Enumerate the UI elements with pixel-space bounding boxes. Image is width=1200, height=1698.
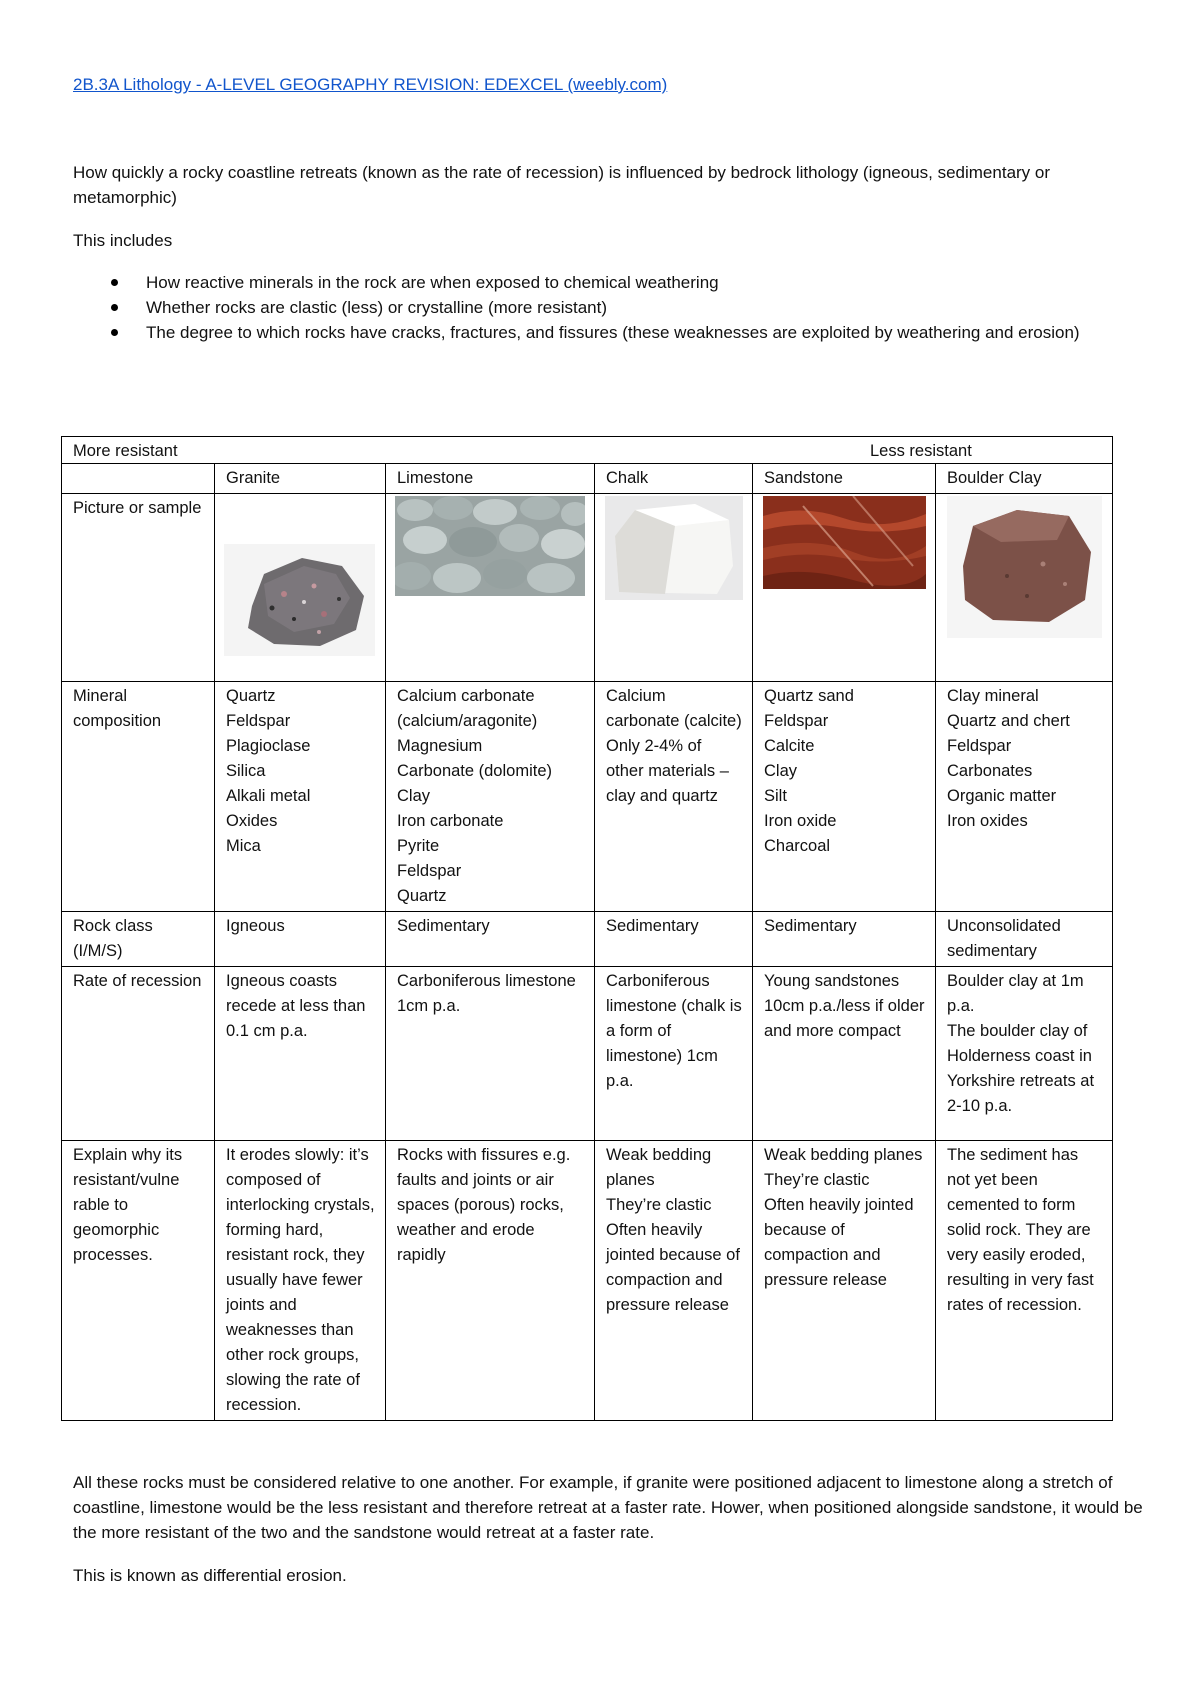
column-header-granite: Granite [215, 464, 386, 494]
bullet-icon [111, 329, 118, 336]
picture-row [62, 494, 1113, 682]
column-header-sandstone: Sandstone [753, 464, 936, 494]
factors-list [73, 270, 1093, 345]
lithology-table [61, 436, 1113, 1421]
granite-image [224, 544, 375, 656]
table-cell: Weak bedding planes They’re clastic Often heavily jointed because of compaction and pressure release [595, 1141, 753, 1421]
column-header-chalk: Chalk [595, 464, 753, 494]
table-cell: Carboniferous limestone (chalk is a form of limestone) 1cm p.a. [595, 967, 753, 1141]
chalk-image [605, 496, 743, 600]
limestone-image [395, 496, 585, 596]
sandstone-image [763, 496, 926, 589]
includes-label: This includes [73, 231, 173, 250]
row-label-picture: Picture or sample [62, 494, 215, 682]
table-cell: Calcium carbonate (calcium/aragonite) Magnesium Carbonate (dolomite) Clay Iron carbonate Pyrite Feldspar Quartz [386, 682, 595, 912]
table-cell: Calcium carbonate (calcite) Only 2-4% of other materials – clay and quartz [595, 682, 753, 912]
list-item: Whether rocks are clastic (less) or crystalline (more resistant) [73, 295, 1093, 320]
bullet-icon [111, 279, 118, 286]
rate-of-recession-row [62, 967, 1113, 1141]
table-cell: Boulder clay at 1m p.a. The boulder clay of Holderness coast in Yorkshire retreats at 2-10 p.a. [936, 967, 1113, 1141]
table-cell: The sediment has not yet been cemented to form solid rock. They are very easily eroded, resulting in very fast rates of recession. [936, 1141, 1113, 1421]
table-cell: Young sandstones 10cm p.a./less if older and more compact [753, 967, 936, 1141]
more-resistant-label: More resistant [73, 442, 178, 460]
table-cell: Quartz sand Feldspar Calcite Clay Silt Iron oxide Charcoal [753, 682, 936, 912]
row-label-rock-class: Rock class (I/M/S) [62, 912, 215, 967]
source-link[interactable]: 2B.3A Lithology - A-LEVEL GEOGRAPHY REVISION: EDEXCEL (weebly.com) [73, 75, 668, 94]
resistance-scale-row [62, 437, 1113, 464]
explanation-row [62, 1141, 1113, 1421]
list-item: How reactive minerals in the rock are when exposed to chemical weathering [73, 270, 1093, 295]
column-header-limestone: Limestone [386, 464, 595, 494]
table-cell: Igneous [215, 912, 386, 967]
intro-paragraph: How quickly a rocky coastline retreats (known as the rate of recession) is influenced by bedrock lithology (igneous, sedimentary or metamorphic) [73, 163, 1051, 207]
column-header-boulder-clay: Boulder Clay [936, 464, 1113, 494]
table-header-row [62, 464, 1113, 494]
row-label-mineral: Mineral composition [62, 682, 215, 912]
table-cell: It erodes slowly: it’s composed of interlocking crystals, forming hard, resistant rock, they usually have fewer joints and weaknesses than other rock groups, slowing the rate of recession. [215, 1141, 386, 1421]
conclusion-line: This is known as differential erosion. [73, 1566, 347, 1585]
row-label-explain: Explain why its resistant/vulne rable to geomorphic processes. [62, 1141, 215, 1421]
bullet-icon [111, 304, 118, 311]
table-cell: Rocks with fissures e.g. faults and joints or air spaces (porous) rocks, weather and erode rapidly [386, 1141, 595, 1421]
list-item: The degree to which rocks have cracks, fractures, and fissures (these weaknesses are exploited by weathering and erosion) [73, 320, 1093, 345]
less-resistant-label: Less resistant [870, 442, 972, 460]
table-cell: Igneous coasts recede at less than 0.1 cm p.a. [215, 967, 386, 1141]
table-cell: Carboniferous limestone 1cm p.a. [386, 967, 595, 1141]
boulder-clay-image [947, 496, 1102, 638]
table-cell: Clay mineral Quartz and chert Feldspar Carbonates Organic matter Iron oxides [936, 682, 1113, 912]
table-cell: Weak bedding planes They’re clastic Often heavily jointed because of compaction and pressure release [753, 1141, 936, 1421]
row-label-rate: Rate of recession [62, 967, 215, 1141]
table-cell: Quartz Feldspar Plagioclase Silica Alkali metal Oxides Mica [215, 682, 386, 912]
differential-erosion-paragraph: All these rocks must be considered relative to one another. For example, if granite were positioned adjacent to limestone along a stretch of coastline, limestone would be the less resistant and therefore retreat at a faster rate. Hower, when positioned alongside sandstone, it would be the more resistant of the two and the sandstone would retreat at a faster rate. [73, 1473, 1143, 1542]
table-cell: Sedimentary [386, 912, 595, 967]
table-cell: Sedimentary [595, 912, 753, 967]
table-cell: Sedimentary [753, 912, 936, 967]
table-cell: Unconsolidated sedimentary [936, 912, 1113, 967]
rock-class-row [62, 912, 1113, 967]
mineral-composition-row [62, 682, 1113, 912]
